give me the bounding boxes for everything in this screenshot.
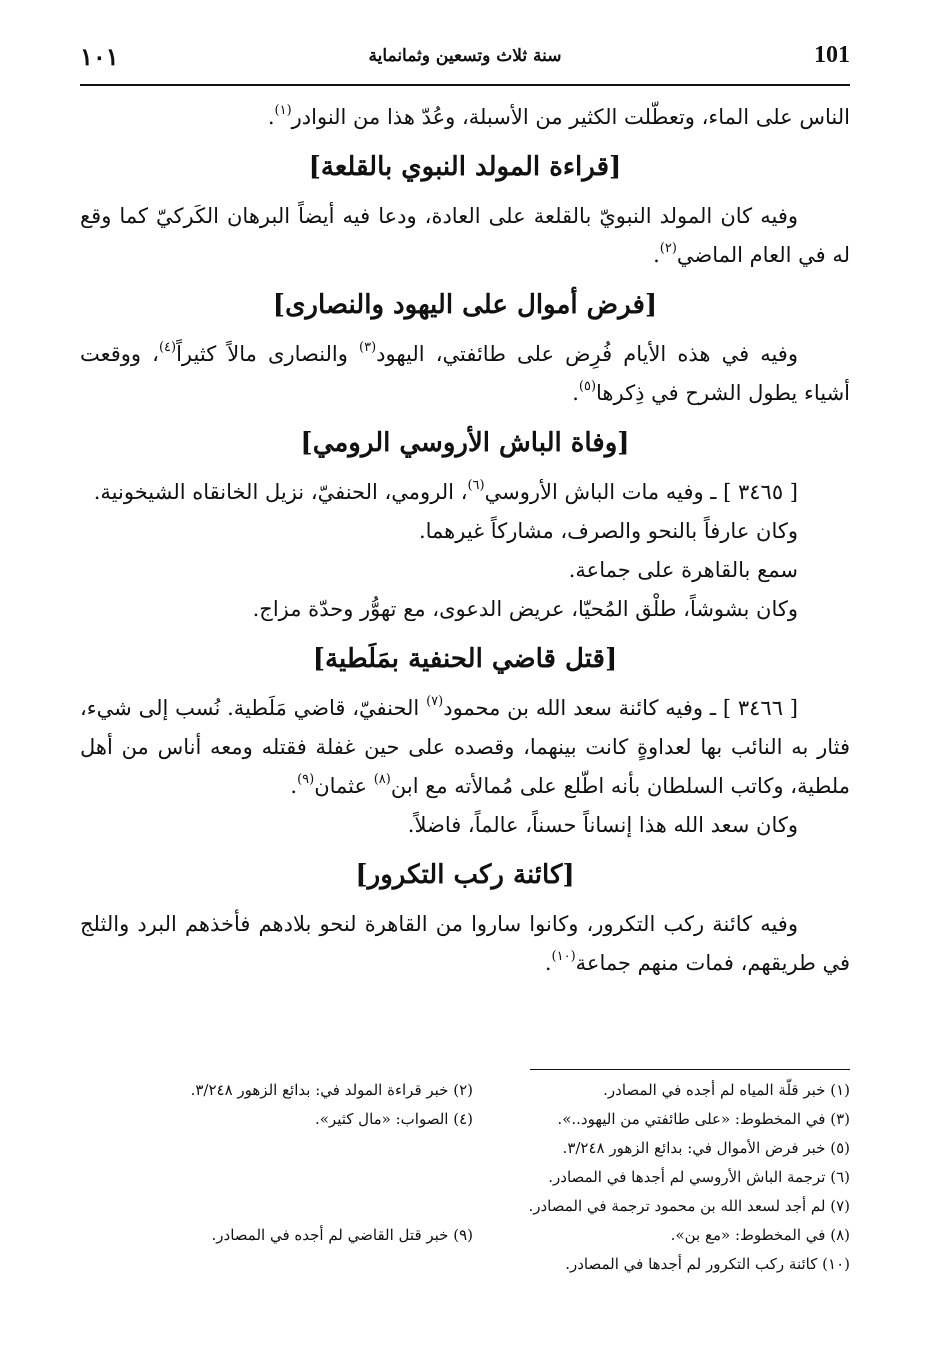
footnote-8: (٨) في المخطوط: «مع بن». — [670, 1226, 850, 1244]
paragraph-0 — [80, 98, 850, 137]
footnote-ref[interactable]: (٢) — [659, 241, 677, 256]
paragraph-3-line-3: وكان بشوشاً، طلْق المُحيّا، عريض الدعوى، مع تهوُّر وحدّة مزاج. — [252, 597, 798, 621]
footnote-9: (٩) خبر قتل القاضي لم أجده في المصادر. — [211, 1226, 473, 1244]
footnote-row — [96, 1134, 850, 1163]
text: . — [267, 105, 275, 129]
text: عثمان — [314, 774, 374, 798]
text: . — [572, 381, 579, 405]
main-text — [80, 98, 850, 983]
section-heading-5: [كائنة ركب التكرور] — [355, 860, 575, 890]
paragraph-4-line-1: وكان سعد الله هذا إنساناً حسناً، عالماً، فاضلاً. — [407, 813, 798, 837]
footnotes — [96, 1076, 850, 1279]
text: ، ووقعت أشياء يطول الشرح في ذِكرها — [80, 342, 850, 405]
text: [ ٣٤٦٥ ] ـ وفيه مات الباش الأروسي — [484, 480, 798, 504]
paragraph-3-line-1: وكان عارفاً بالنحو والصرف، مشاركاً غيرهما. — [418, 519, 798, 543]
footnote-row — [96, 1163, 850, 1192]
footnote-2: (٢) خبر قراءة المولد في: بدائع الزهور ٣/٢٤٨. — [190, 1081, 473, 1099]
footnote-row — [96, 1105, 850, 1134]
running-title: سنة ثلاث وتسعين وثمانماية — [368, 46, 562, 66]
text: . — [290, 774, 298, 798]
footnote-ref[interactable]: (٨) — [373, 772, 391, 787]
header-rule — [80, 84, 850, 86]
footnote-10: (١٠) كائنة ركب التكرور لم أجدها في المصادر. — [565, 1255, 850, 1273]
paragraph-1 — [80, 197, 850, 275]
footnote-6: (٦) ترجمة الباش الأروسي لم أجدها في المصادر. — [548, 1168, 850, 1186]
paragraph-3-line-2: سمع بالقاهرة على جماعة. — [568, 558, 798, 582]
text: . — [653, 243, 660, 267]
text: [ ٣٤٦٦ ] ـ وفيه كائنة سعد الله بن محمود — [443, 696, 798, 720]
page-number-latin: 101 — [814, 42, 850, 68]
footnote-ref[interactable]: (٧) — [426, 694, 444, 709]
text: الناس على الماء، وتعطّلت الكثير من الأسبلة، وعُدّ هذا من النوادر — [291, 105, 850, 129]
text: والنصارى مالاً كثيراً — [176, 342, 360, 366]
paragraph-4 — [80, 689, 850, 806]
footnote-row — [96, 1221, 850, 1250]
footnote-1: (١) خبر قلّة المياه لم أجده في المصادر. — [603, 1081, 850, 1099]
section-heading-4: [قتل قاضي الحنفية بمَلَطية] — [312, 644, 618, 674]
footnote-5: (٥) خبر فرض الأموال في: بدائع الزهور ٣/٢٤٨. — [562, 1139, 850, 1157]
footnote-ref[interactable]: (٦) — [467, 478, 485, 493]
footnote-row — [96, 1192, 850, 1221]
footnote-ref[interactable]: (١) — [274, 103, 292, 118]
footnote-row — [96, 1076, 850, 1105]
paragraph-2 — [80, 335, 850, 413]
footnote-ref[interactable]: (٩) — [297, 772, 315, 787]
section-heading-1: [قراءة المولد النبوي بالقلعة] — [308, 152, 622, 182]
footnote-ref[interactable]: (٤) — [158, 340, 177, 355]
text: وفيه كان المولد النبويّ بالقلعة على العادة، ودعا فيه أيضاً البرهان الكَركيّ كما وقع له في العام الماضي — [80, 204, 850, 267]
footnote-row — [96, 1250, 850, 1279]
section-heading-3: [وفاة الباش الأروسي الرومي] — [300, 428, 630, 458]
footnote-4: (٤) الصواب: «مال كثير». — [314, 1110, 473, 1128]
footnote-ref[interactable]: (٣) — [359, 340, 377, 355]
text: وفيه كائنة ركب التكرور، وكانوا ساروا من القاهرة لنحو بلادهم فأخذهم البرد والثلج في طريقهم، فمات منهم جماعة — [80, 912, 850, 975]
text: ، الرومي، الحنفيّ، نزيل الخانقاه الشيخونية. — [93, 480, 468, 504]
footnote-ref[interactable]: (١٠) — [551, 949, 576, 964]
page-number-arabic: ١٠١ — [80, 42, 119, 71]
text: وفيه في هذه الأيام فُرِض على طائفتي، اليهود — [376, 342, 798, 366]
footnote-ref[interactable]: (٥) — [578, 379, 597, 394]
section-heading-2: [فرض أموال على اليهود والنصارى] — [272, 290, 658, 320]
page-header — [80, 38, 850, 78]
paragraph-3 — [80, 473, 850, 512]
text: الحنفيّ، قاضي مَلَطية. نُسب إلى شيء، فثار به النائب بها لعداوةٍ كانت بينهما، وقصده على حين غفلة فقتله ومعه أناس من أهل ملطية، وكاتب السلطان بأنه اطّلع على مُمالأته مع ابن — [80, 696, 850, 798]
footnote-separator — [530, 1069, 850, 1070]
footnote-7: (٧) لم أجد لسعد الله بن محمود ترجمة في المصادر. — [528, 1197, 850, 1215]
paragraph-5 — [80, 905, 850, 983]
footnote-3: (٣) في المخطوط: «على طائفتي من اليهود..». — [557, 1110, 850, 1128]
text: . — [544, 951, 552, 975]
